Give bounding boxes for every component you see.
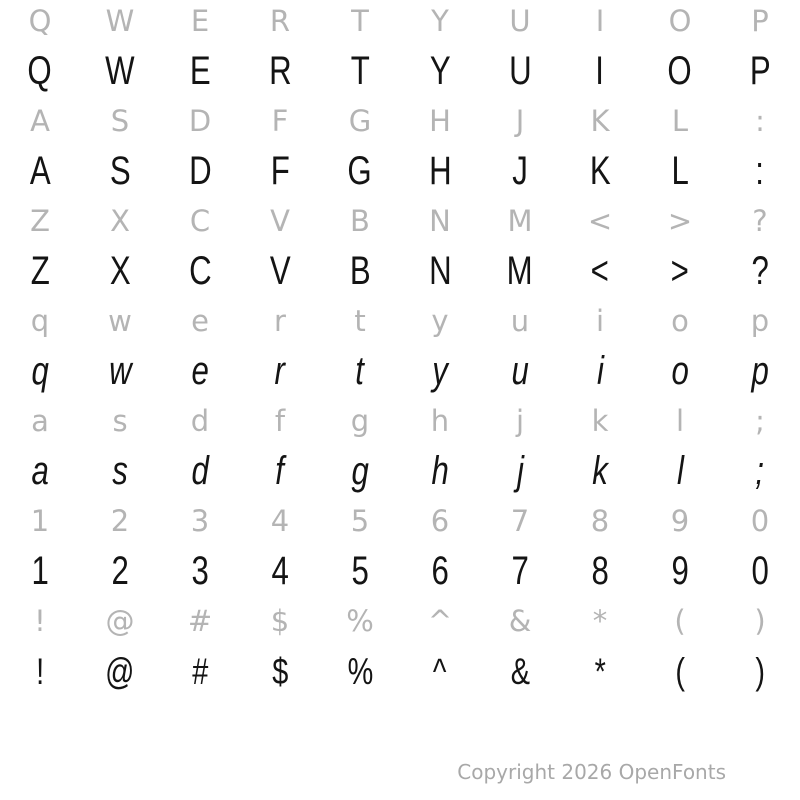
- reference-glyph: K: [590, 103, 610, 138]
- reference-glyph: 1: [30, 503, 50, 538]
- sample-row-3-lower: [0, 346, 800, 396]
- reference-glyph: L: [671, 103, 689, 138]
- sample-glyph: B: [349, 249, 371, 293]
- sample-glyph: G: [347, 149, 373, 193]
- reference-glyph: O: [668, 3, 692, 38]
- sample-glyph: 8: [591, 549, 609, 593]
- reference-glyph: M: [507, 203, 533, 238]
- sample-glyph: J: [512, 149, 528, 193]
- sample-glyph: D: [188, 149, 212, 193]
- reference-glyph: A: [30, 103, 50, 138]
- reference-glyph: p: [750, 303, 770, 338]
- reference-glyph: 2: [110, 503, 130, 538]
- sample-glyph: &: [510, 650, 530, 692]
- reference-row-4-lower: [0, 396, 800, 446]
- reference-glyph: g: [350, 403, 370, 438]
- sample-glyph: u: [511, 349, 529, 393]
- reference-glyph: I: [595, 3, 605, 38]
- reference-glyph: f: [274, 403, 286, 438]
- reference-glyph: U: [509, 3, 531, 38]
- reference-glyph: r: [274, 303, 286, 338]
- sample-glyph: o: [671, 349, 689, 393]
- reference-glyph: S: [110, 103, 130, 138]
- sample-glyph: O: [667, 49, 693, 93]
- reference-glyph: w: [108, 303, 132, 338]
- sample-glyph: t: [355, 349, 365, 393]
- sample-glyph: h: [431, 449, 449, 493]
- reference-glyph: <: [587, 203, 613, 238]
- sample-row-6-symbol: [0, 646, 800, 696]
- sample-glyph: l: [676, 449, 684, 493]
- reference-row-3-lower: [0, 296, 800, 346]
- reference-glyph: X: [110, 203, 130, 238]
- reference-glyph: %: [346, 603, 374, 638]
- reference-glyph: Z: [30, 203, 50, 238]
- reference-glyph: ^: [427, 603, 453, 638]
- sample-glyph: f: [275, 449, 285, 493]
- reference-glyph: s: [112, 403, 128, 438]
- reference-glyph: B: [350, 203, 370, 238]
- reference-glyph: 9: [670, 503, 690, 538]
- reference-row-2-upper: [0, 196, 800, 246]
- sample-glyph: F: [270, 149, 290, 193]
- reference-glyph: y: [431, 303, 449, 338]
- sample-glyph: A: [29, 149, 51, 193]
- sample-glyph: Z: [30, 249, 50, 293]
- sample-glyph: X: [109, 249, 131, 293]
- sample-glyph: W: [105, 49, 135, 93]
- sample-glyph: a: [31, 449, 49, 493]
- sample-row-1-upper: [0, 146, 800, 196]
- sample-glyph: *: [594, 650, 606, 692]
- reference-glyph: E: [190, 3, 210, 38]
- sample-glyph: 2: [111, 549, 129, 593]
- reference-glyph: Q: [28, 3, 52, 38]
- sample-glyph: C: [188, 249, 212, 293]
- sample-glyph: !: [35, 650, 45, 692]
- sample-glyph: @: [105, 650, 135, 692]
- sample-glyph: I: [595, 49, 605, 93]
- reference-row-5-digit: [0, 496, 800, 546]
- reference-glyph: 7: [510, 503, 530, 538]
- sample-glyph: w: [108, 349, 132, 393]
- sample-glyph: K: [589, 149, 611, 193]
- reference-glyph: l: [675, 403, 685, 438]
- reference-glyph: 4: [270, 503, 290, 538]
- reference-glyph: &: [508, 603, 532, 638]
- copyright-text: Copyright 2026 OpenFonts: [457, 760, 726, 784]
- sample-glyph: M: [506, 249, 533, 293]
- sample-glyph: 1: [31, 549, 49, 593]
- sample-glyph: U: [508, 49, 532, 93]
- sample-glyph: g: [351, 449, 369, 493]
- sample-glyph: Q: [27, 49, 53, 93]
- reference-glyph: i: [595, 303, 605, 338]
- sample-glyph: p: [751, 349, 769, 393]
- reference-glyph: :: [755, 103, 765, 138]
- sample-glyph: 7: [511, 549, 529, 593]
- reference-glyph: d: [190, 403, 210, 438]
- reference-glyph: t: [354, 303, 366, 338]
- reference-glyph: W: [105, 3, 135, 38]
- reference-glyph: C: [189, 203, 211, 238]
- reference-glyph: 5: [350, 503, 370, 538]
- sample-glyph: $: [271, 650, 289, 692]
- sample-glyph: i: [596, 349, 604, 393]
- sample-glyph: V: [269, 249, 291, 293]
- sample-row-4-lower: [0, 446, 800, 496]
- sample-row-5-digit: [0, 546, 800, 596]
- reference-glyph: 3: [190, 503, 210, 538]
- sample-glyph: k: [592, 449, 608, 493]
- reference-glyph: 6: [430, 503, 450, 538]
- reference-glyph: >: [667, 203, 693, 238]
- sample-glyph: ;: [755, 449, 765, 493]
- sample-glyph: P: [749, 49, 771, 93]
- reference-glyph: e: [191, 303, 209, 338]
- reference-glyph: R: [269, 3, 291, 38]
- sample-glyph: R: [268, 49, 292, 93]
- sample-glyph: e: [191, 349, 209, 393]
- reference-glyph: H: [429, 103, 451, 138]
- sample-glyph: %: [347, 650, 373, 692]
- sample-glyph: y: [432, 349, 448, 393]
- reference-glyph: u: [510, 303, 530, 338]
- reference-glyph: T: [351, 3, 369, 38]
- reference-glyph: ): [754, 603, 766, 638]
- sample-glyph: 6: [431, 549, 449, 593]
- sample-glyph: Y: [429, 49, 451, 93]
- reference-glyph: ;: [755, 403, 765, 438]
- sample-glyph: #: [191, 650, 209, 692]
- sample-glyph: q: [31, 349, 49, 393]
- reference-row-6-symbol: [0, 596, 800, 646]
- reference-glyph: a: [31, 403, 49, 438]
- sample-glyph: 9: [671, 549, 689, 593]
- sample-glyph: S: [109, 149, 131, 193]
- reference-glyph: (: [674, 603, 686, 638]
- reference-glyph: j: [515, 403, 525, 438]
- sample-glyph: E: [189, 49, 211, 93]
- reference-glyph: o: [671, 303, 689, 338]
- sample-glyph: 3: [191, 549, 209, 593]
- sample-row-2-upper: [0, 246, 800, 296]
- sample-glyph: L: [671, 149, 689, 193]
- reference-glyph: !: [34, 603, 46, 638]
- sample-glyph: s: [112, 449, 128, 493]
- sample-glyph: N: [428, 249, 452, 293]
- reference-glyph: k: [591, 403, 609, 438]
- reference-glyph: G: [348, 103, 372, 138]
- sample-glyph: 4: [271, 549, 289, 593]
- sample-glyph: 0: [751, 549, 769, 593]
- sample-glyph: ?: [751, 249, 769, 293]
- reference-row-0-upper: [0, 0, 800, 46]
- sample-glyph: d: [191, 449, 209, 493]
- sample-glyph: r: [274, 349, 286, 393]
- sample-glyph: 5: [351, 549, 369, 593]
- reference-glyph: @: [105, 603, 135, 638]
- reference-glyph: q: [30, 303, 50, 338]
- reference-glyph: $: [270, 603, 290, 638]
- reference-glyph: h: [430, 403, 450, 438]
- sample-row-0-upper: [0, 46, 800, 96]
- reference-glyph: J: [515, 103, 525, 138]
- reference-glyph: F: [271, 103, 289, 138]
- reference-glyph: D: [188, 103, 212, 138]
- sample-glyph: ): [755, 650, 765, 692]
- sample-glyph: H: [428, 149, 452, 193]
- reference-glyph: 0: [750, 503, 770, 538]
- reference-glyph: 8: [590, 503, 610, 538]
- reference-glyph: N: [429, 203, 451, 238]
- reference-glyph: Y: [431, 3, 449, 38]
- reference-glyph: ?: [752, 203, 768, 238]
- reference-glyph: V: [270, 203, 290, 238]
- sample-glyph: <: [590, 249, 610, 293]
- sample-glyph: (: [675, 650, 685, 692]
- sample-glyph: ^: [433, 650, 447, 692]
- reference-row-1-upper: [0, 96, 800, 146]
- sample-glyph: :: [755, 149, 765, 193]
- reference-glyph: #: [187, 603, 213, 638]
- sample-glyph: j: [516, 449, 524, 493]
- sample-glyph: T: [350, 49, 370, 93]
- reference-glyph: P: [751, 3, 769, 38]
- reference-glyph: *: [592, 603, 608, 638]
- sample-glyph: >: [670, 249, 690, 293]
